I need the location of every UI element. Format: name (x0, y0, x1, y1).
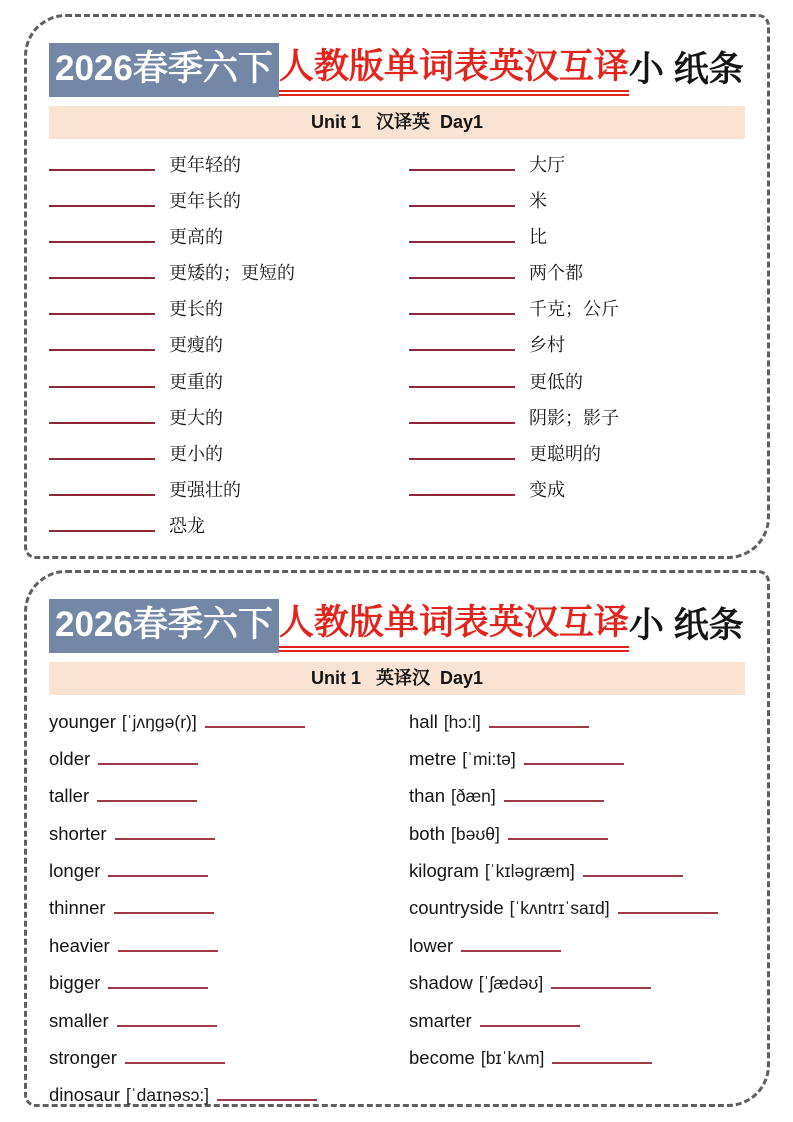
answer-blank (118, 950, 218, 952)
answer-blank (409, 205, 515, 207)
chinese-term: 两个都 (529, 263, 583, 284)
vocab-row (49, 255, 397, 291)
answer-blank (409, 422, 515, 424)
vocab-row (49, 815, 397, 852)
phonetic-transcription: [ˈdaɪnəsɔ:] (125, 1085, 210, 1106)
answer-blank (49, 458, 155, 460)
chinese-term: 米 (529, 190, 547, 211)
answer-blank (409, 349, 515, 351)
title-badge: 2026春季六下 (49, 43, 279, 97)
english-word: metre (409, 747, 457, 769)
english-word: bigger (49, 972, 101, 994)
answer-blank (108, 987, 208, 989)
answer-blank (551, 987, 651, 989)
english-word: older (49, 747, 91, 769)
left-column (49, 147, 397, 545)
vocab-row (49, 436, 397, 472)
answer-blank (508, 838, 608, 840)
english-word: countryside (409, 897, 504, 919)
chinese-term: 更瘦的 (169, 335, 223, 356)
english-word: heavier (49, 934, 110, 956)
answer-blank (480, 1025, 580, 1027)
page-title (49, 599, 745, 653)
phonetic-transcription: [hɔ:l] (443, 711, 481, 732)
vocab-row (49, 400, 397, 436)
vocab-row (49, 964, 397, 1001)
vocab-row (409, 327, 745, 363)
chinese-term: 比 (529, 226, 547, 247)
title-badge: 2026春季六下 (49, 599, 279, 653)
phonetic-transcription: [ˈkɪləgræm] (484, 861, 575, 882)
vocab-row (49, 740, 397, 777)
vocab-row (409, 964, 745, 1001)
chinese-term: 更重的 (169, 371, 223, 392)
vocab-columns (49, 147, 745, 545)
answer-blank (49, 349, 155, 351)
english-word: thinner (49, 897, 106, 919)
answer-blank (49, 422, 155, 424)
vocab-row (49, 147, 397, 183)
answer-blank (49, 530, 155, 532)
answer-blank (552, 1062, 652, 1064)
vocab-row (49, 291, 397, 327)
vocab-row (49, 364, 397, 400)
answer-blank (49, 205, 155, 207)
english-word: shorter (49, 822, 107, 844)
chinese-term: 更低的 (529, 371, 583, 392)
answer-blank (97, 800, 197, 802)
title-suffix: 小 纸条 (628, 606, 744, 645)
vocab-row (49, 183, 397, 219)
phonetic-transcription: [ˈʃædəʊ] (478, 973, 544, 994)
phonetic-transcription: [bəʊθ] (451, 823, 500, 844)
vocab-row (49, 1076, 397, 1113)
vocab-row (409, 472, 745, 508)
worksheet-card-en-to-cn (24, 570, 770, 1107)
answer-blank (49, 386, 155, 388)
worksheet-card-cn-to-en (24, 14, 770, 559)
answer-blank (205, 726, 305, 728)
chinese-term: 更年轻的 (169, 154, 241, 175)
unit-header: Unit 1 英译汉 Day1 (49, 662, 745, 695)
english-word: taller (49, 785, 90, 807)
english-word: become (409, 1047, 475, 1069)
vocab-row (409, 147, 745, 183)
vocab-row (49, 1002, 397, 1039)
right-column (397, 703, 745, 1114)
vocab-row (49, 777, 397, 814)
english-word: kilogram (409, 860, 479, 882)
chinese-term: 更强壮的 (169, 480, 241, 501)
title-highlight: 人教版单词表英汉互译 (279, 44, 629, 97)
chinese-term: 更小的 (169, 444, 223, 464)
chinese-term: 乡村 (529, 335, 565, 356)
english-word: younger (49, 710, 116, 732)
answer-blank (217, 1099, 317, 1101)
phonetic-transcription: [ðæn] (451, 786, 496, 807)
english-word: both (409, 822, 446, 844)
title-highlight: 人教版单词表英汉互译 (279, 600, 629, 653)
answer-blank (114, 912, 214, 914)
english-word: stronger (49, 1047, 117, 1069)
answer-blank (409, 458, 515, 460)
vocab-row (409, 815, 745, 852)
answer-blank (49, 313, 155, 315)
answer-blank (409, 169, 515, 171)
answer-blank (524, 763, 624, 765)
answer-blank (108, 875, 208, 877)
english-word: lower (409, 934, 454, 956)
vocab-row (49, 327, 397, 363)
chinese-term: 千克；公斤 (529, 299, 619, 320)
right-column (397, 147, 745, 545)
answer-blank (583, 875, 683, 877)
vocab-row (409, 436, 745, 472)
vocab-row (409, 852, 745, 889)
vocab-row (49, 703, 397, 740)
answer-blank (461, 950, 561, 952)
phonetic-transcription: [ˈmi:tə] (462, 748, 516, 769)
answer-blank (49, 277, 155, 279)
vocab-row (409, 889, 745, 926)
title-suffix: 小 纸条 (628, 50, 744, 89)
vocab-row (409, 183, 745, 219)
phonetic-transcription: [bɪˈkʌm] (480, 1048, 545, 1069)
vocab-row (409, 1002, 745, 1039)
chinese-term: 恐龙 (169, 516, 205, 537)
answer-blank (49, 169, 155, 171)
english-word: smarter (409, 1009, 472, 1031)
chinese-term: 阴影；影子 (529, 407, 619, 428)
vocab-row (409, 364, 745, 400)
answer-blank (618, 912, 718, 914)
answer-blank (409, 277, 515, 279)
vocab-row (409, 1039, 745, 1076)
chinese-term: 更矮的；更短的 (169, 263, 295, 284)
vocab-row (409, 777, 745, 814)
answer-blank (409, 313, 515, 315)
vocab-row (49, 927, 397, 964)
vocab-row (49, 852, 397, 889)
english-word: longer (49, 860, 101, 882)
answer-blank (115, 838, 215, 840)
phonetic-transcription: [ˈkʌntrɪˈsaɪd] (509, 898, 610, 919)
answer-blank (98, 763, 198, 765)
vocab-row (49, 889, 397, 926)
phonetic-transcription: [ˈjʌŋgə(r)] (121, 711, 197, 732)
english-word: smaller (49, 1009, 109, 1031)
vocab-row (409, 703, 745, 740)
english-word: than (409, 785, 446, 807)
vocab-row (409, 740, 745, 777)
vocab-row (409, 400, 745, 436)
chinese-term: 更长的 (169, 299, 223, 320)
left-column (49, 703, 397, 1114)
answer-blank (504, 800, 604, 802)
chinese-term: 更年长的 (169, 190, 241, 211)
unit-header: Unit 1 汉译英 Day1 (49, 106, 745, 139)
answer-blank (49, 241, 155, 243)
vocab-row (49, 472, 397, 508)
page-title (49, 43, 745, 97)
vocab-row (49, 508, 397, 544)
chinese-term: 变成 (529, 480, 565, 501)
vocab-row (49, 219, 397, 255)
vocab-row (409, 219, 745, 255)
english-word: dinosaur (49, 1084, 120, 1106)
english-word: hall (409, 710, 438, 732)
answer-blank (489, 726, 589, 728)
answer-blank (409, 494, 515, 496)
answer-blank (49, 494, 155, 496)
answer-blank (125, 1062, 225, 1064)
vocab-row (409, 291, 745, 327)
english-word: shadow (409, 972, 473, 994)
answer-blank (117, 1025, 217, 1027)
chinese-term: 更大的 (169, 407, 223, 428)
answer-blank (409, 386, 515, 388)
vocab-columns (49, 703, 745, 1114)
vocab-row (409, 255, 745, 291)
vocab-row (409, 927, 745, 964)
chinese-term: 更高的 (169, 226, 223, 247)
answer-blank (409, 241, 515, 243)
chinese-term: 更聪明的 (529, 444, 601, 464)
chinese-term: 大厅 (529, 154, 565, 175)
vocab-row (49, 1039, 397, 1076)
